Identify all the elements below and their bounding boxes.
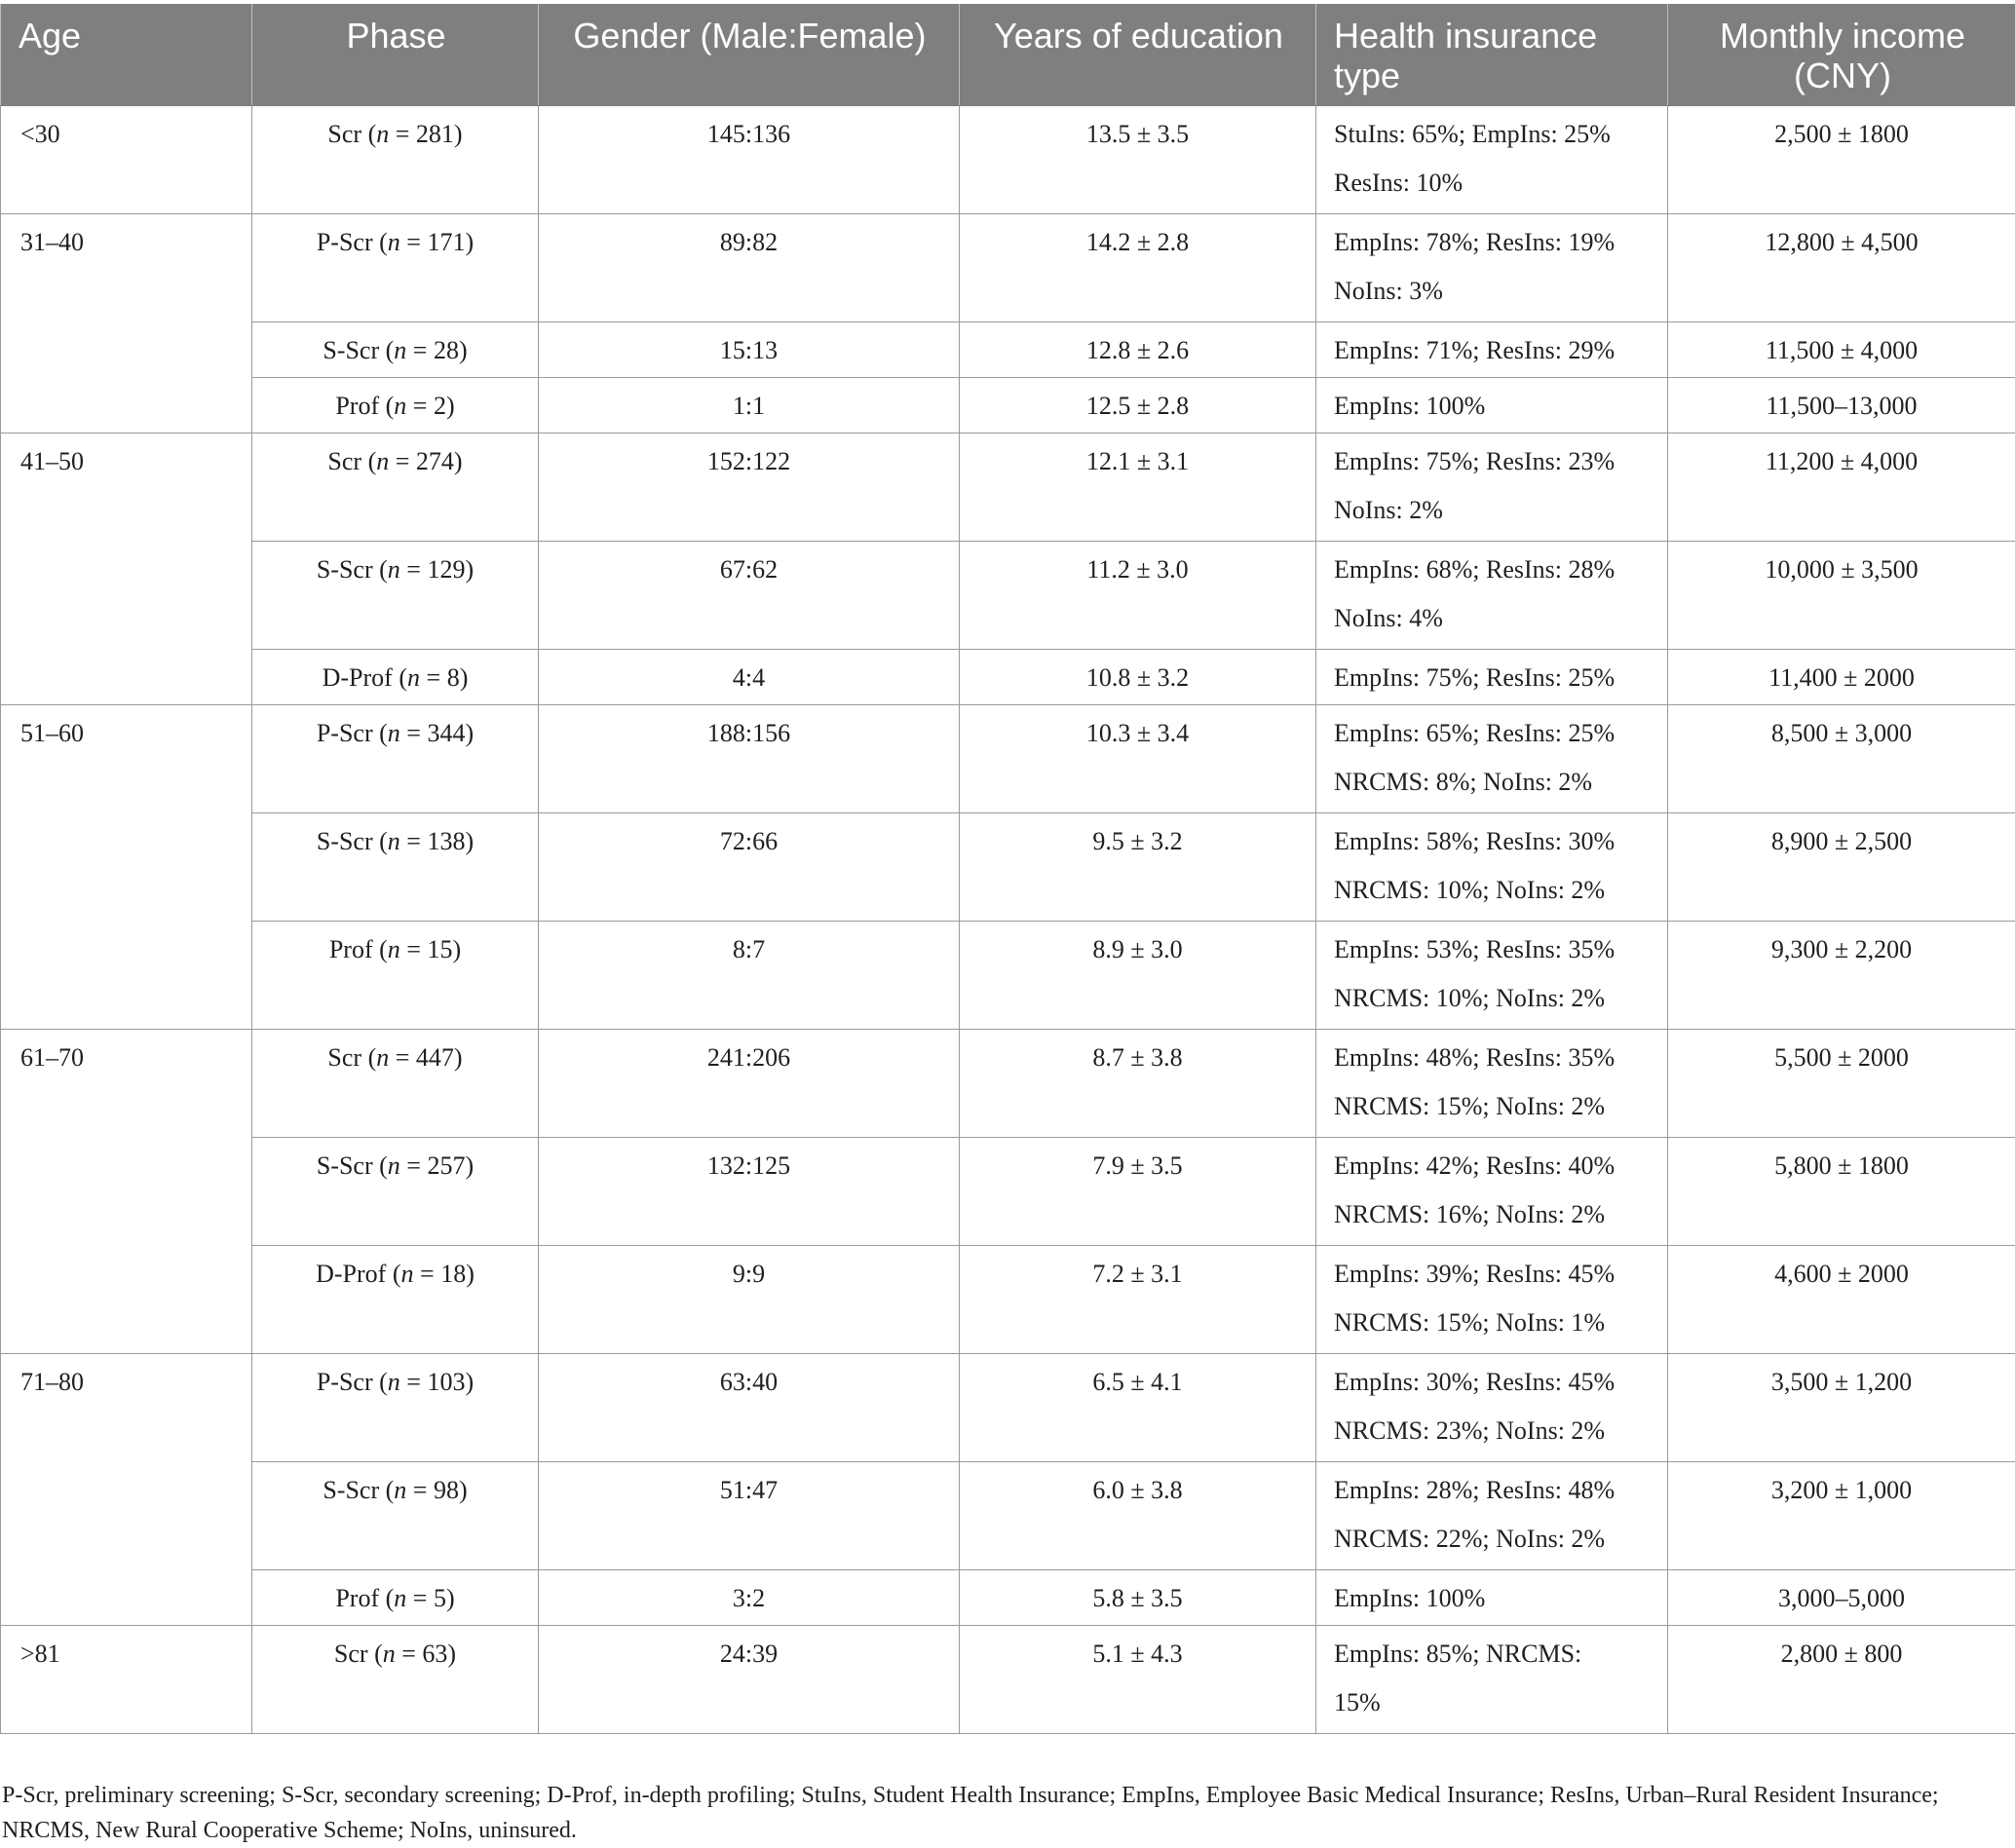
cell-income: 3,200 ± 1,000 xyxy=(1668,1462,2015,1570)
insurance-line: EmpIns: 100% xyxy=(1334,392,1486,420)
cell-education: 12.1 ± 3.1 xyxy=(960,434,1316,542)
cell-insurance xyxy=(1316,1030,1668,1138)
phase-name: S-Scr xyxy=(316,827,373,855)
cell-education: 6.0 ± 3.8 xyxy=(960,1462,1316,1570)
cell-phase: Scr (n = 63) xyxy=(252,1626,539,1734)
insurance-line: EmpIns: 75%; ResIns: 25% xyxy=(1334,663,1616,692)
phase-n: 15 xyxy=(427,935,453,963)
header-income-line: (CNY) xyxy=(1794,56,1891,95)
cell-education: 12.8 ± 2.6 xyxy=(960,322,1316,378)
cell-age: 31–40 xyxy=(1,214,252,434)
phase-n: 257 xyxy=(427,1151,466,1180)
phase-n: 8 xyxy=(446,663,460,692)
insurance-line: EmpIns: 42%; ResIns: 40% xyxy=(1334,1151,1616,1180)
cell-insurance xyxy=(1316,650,1668,705)
table-row xyxy=(1,922,2015,1030)
cell-gender: 24:39 xyxy=(539,1626,960,1734)
header-insurance-line: type xyxy=(1334,56,1401,95)
cell-age: 71–80 xyxy=(1,1354,252,1626)
cell-income: 2,500 ± 1800 xyxy=(1668,106,2015,214)
insurance-line: EmpIns: 58%; ResIns: 30% xyxy=(1334,827,1616,855)
phase-n: 98 xyxy=(433,1476,459,1504)
table-row xyxy=(1,650,2015,705)
phase-name: S-Scr xyxy=(323,1476,380,1504)
cell-education: 14.2 ± 2.8 xyxy=(960,214,1316,322)
insurance-line: EmpIns: 53%; ResIns: 35% xyxy=(1334,935,1616,963)
phase-n: 129 xyxy=(427,555,466,584)
phase-n: 18 xyxy=(440,1260,467,1288)
cell-education: 11.2 ± 3.0 xyxy=(960,542,1316,650)
cell-age: >81 xyxy=(1,1626,252,1734)
cell-gender: 51:47 xyxy=(539,1462,960,1570)
phase-name: Scr xyxy=(327,447,362,475)
phase-n: 344 xyxy=(427,719,466,747)
table-footnote: P-Scr, preliminary screening; S-Scr, secondary screening; D-Prof, in-depth profiling; StuIns, Student Health Insurance; EmpIns, Employee Basic Medical Insurance; ResIns, Urban–Rural Resident Insurance; NRCMS, New Rural Cooperative Scheme; NoIns, uninsured. xyxy=(2,1783,1939,1843)
phase-n: 2 xyxy=(433,392,446,420)
phase-n: 63 xyxy=(422,1640,448,1668)
cell-insurance xyxy=(1316,322,1668,378)
phase-n: 171 xyxy=(427,228,466,256)
cell-insurance xyxy=(1316,813,1668,922)
insurance-line: NoIns: 4% xyxy=(1334,604,1443,632)
cell-income: 2,800 ± 800 xyxy=(1668,1626,2015,1734)
cell-gender: 152:122 xyxy=(539,434,960,542)
insurance-line: NoIns: 2% xyxy=(1334,496,1443,524)
table-row xyxy=(1,1030,2015,1138)
phase-name: D-Prof xyxy=(316,1260,387,1288)
cell-income: 8,500 ± 3,000 xyxy=(1668,705,2015,813)
cell-insurance xyxy=(1316,1462,1668,1570)
cell-insurance xyxy=(1316,1354,1668,1462)
cell-gender: 72:66 xyxy=(539,813,960,922)
cell-insurance xyxy=(1316,378,1668,434)
cell-education: 9.5 ± 3.2 xyxy=(960,813,1316,922)
cell-insurance xyxy=(1316,434,1668,542)
insurance-line: EmpIns: 78%; ResIns: 19% xyxy=(1334,228,1616,256)
insurance-line: ResIns: 10% xyxy=(1334,169,1464,197)
phase-name: P-Scr xyxy=(316,228,373,256)
phase-name: S-Scr xyxy=(323,336,380,364)
cell-education: 12.5 ± 2.8 xyxy=(960,378,1316,434)
cell-income: 9,300 ± 2,200 xyxy=(1668,922,2015,1030)
cell-gender: 241:206 xyxy=(539,1030,960,1138)
table-row xyxy=(1,542,2015,650)
cell-gender: 1:1 xyxy=(539,378,960,434)
cell-insurance xyxy=(1316,1570,1668,1626)
cell-gender: 132:125 xyxy=(539,1138,960,1246)
cell-income: 11,500 ± 4,000 xyxy=(1668,322,2015,378)
header-income xyxy=(1668,4,2015,106)
cell-income: 5,800 ± 1800 xyxy=(1668,1138,2015,1246)
cell-insurance xyxy=(1316,1138,1668,1246)
insurance-line: EmpIns: 85%; NRCMS: xyxy=(1334,1640,1582,1668)
table-row xyxy=(1,434,2015,542)
cell-gender: 63:40 xyxy=(539,1354,960,1462)
cell-income: 3,000–5,000 xyxy=(1668,1570,2015,1626)
cell-education: 7.2 ± 3.1 xyxy=(960,1246,1316,1354)
phase-name: D-Prof xyxy=(322,663,393,692)
insurance-line: StuIns: 65%; EmpIns: 25% xyxy=(1334,120,1611,148)
phase-n: 28 xyxy=(433,336,459,364)
cell-education: 5.1 ± 4.3 xyxy=(960,1626,1316,1734)
phase-name: Prof xyxy=(328,935,373,963)
phase-name: Scr xyxy=(327,120,362,148)
cell-phase: D-Prof (n = 18) xyxy=(252,1246,539,1354)
cell-education: 10.3 ± 3.4 xyxy=(960,705,1316,813)
header-insurance-line: Health insurance xyxy=(1334,16,1598,56)
cell-phase: Prof (n = 5) xyxy=(252,1570,539,1626)
table-row xyxy=(1,813,2015,922)
insurance-line: NRCMS: 10%; NoIns: 2% xyxy=(1334,984,1606,1012)
insurance-line: EmpIns: 48%; ResIns: 35% xyxy=(1334,1043,1616,1072)
cell-income: 8,900 ± 2,500 xyxy=(1668,813,2015,922)
table-row xyxy=(1,378,2015,434)
cell-age: <30 xyxy=(1,106,252,214)
cell-education: 8.7 ± 3.8 xyxy=(960,1030,1316,1138)
insurance-line: NRCMS: 15%; NoIns: 1% xyxy=(1334,1308,1606,1337)
header-insurance xyxy=(1316,4,1668,106)
cell-gender: 15:13 xyxy=(539,322,960,378)
table-row xyxy=(1,1138,2015,1246)
cell-phase: S-Scr (n = 129) xyxy=(252,542,539,650)
cell-education: 5.8 ± 3.5 xyxy=(960,1570,1316,1626)
insurance-line: EmpIns: 65%; ResIns: 25% xyxy=(1334,719,1616,747)
cell-phase: Scr (n = 274) xyxy=(252,434,539,542)
header-education: Years of education xyxy=(960,4,1316,106)
cell-gender: 3:2 xyxy=(539,1570,960,1626)
phase-n: 447 xyxy=(415,1043,454,1072)
insurance-line: EmpIns: 71%; ResIns: 29% xyxy=(1334,336,1616,364)
demographics-table xyxy=(0,4,2015,1734)
insurance-line: EmpIns: 100% xyxy=(1334,1584,1486,1612)
insurance-line: EmpIns: 75%; ResIns: 23% xyxy=(1334,447,1616,475)
phase-name: Prof xyxy=(335,1584,380,1612)
table-row xyxy=(1,705,2015,813)
phase-name: P-Scr xyxy=(316,719,373,747)
cell-insurance xyxy=(1316,1626,1668,1734)
cell-income: 3,500 ± 1,200 xyxy=(1668,1354,2015,1462)
table-row xyxy=(1,1462,2015,1570)
cell-income: 10,000 ± 3,500 xyxy=(1668,542,2015,650)
table-row xyxy=(1,106,2015,214)
cell-phase: S-Scr (n = 98) xyxy=(252,1462,539,1570)
cell-age: 51–60 xyxy=(1,705,252,1030)
cell-phase: P-Scr (n = 171) xyxy=(252,214,539,322)
table-row xyxy=(1,1354,2015,1462)
cell-gender: 8:7 xyxy=(539,922,960,1030)
cell-education: 8.9 ± 3.0 xyxy=(960,922,1316,1030)
table-row xyxy=(1,322,2015,378)
table-row xyxy=(1,1570,2015,1626)
cell-education: 7.9 ± 3.5 xyxy=(960,1138,1316,1246)
header-phase: Phase xyxy=(252,4,539,106)
table-row xyxy=(1,1626,2015,1734)
cell-education: 6.5 ± 4.1 xyxy=(960,1354,1316,1462)
insurance-line: EmpIns: 39%; ResIns: 45% xyxy=(1334,1260,1616,1288)
cell-phase: Prof (n = 2) xyxy=(252,378,539,434)
phase-name: Scr xyxy=(333,1640,368,1668)
cell-gender: 145:136 xyxy=(539,106,960,214)
phase-name: Prof xyxy=(335,392,380,420)
phase-n: 138 xyxy=(427,827,466,855)
cell-insurance xyxy=(1316,542,1668,650)
cell-income: 12,800 ± 4,500 xyxy=(1668,214,2015,322)
cell-insurance xyxy=(1316,1246,1668,1354)
insurance-line: 15% xyxy=(1334,1688,1381,1716)
header-age: Age xyxy=(1,4,252,106)
cell-education: 10.8 ± 3.2 xyxy=(960,650,1316,705)
cell-gender: 89:82 xyxy=(539,214,960,322)
cell-gender: 9:9 xyxy=(539,1246,960,1354)
table-row xyxy=(1,214,2015,322)
cell-insurance xyxy=(1316,106,1668,214)
insurance-line: NRCMS: 10%; NoIns: 2% xyxy=(1334,876,1606,904)
cell-phase: S-Scr (n = 257) xyxy=(252,1138,539,1246)
header-row xyxy=(1,4,2015,106)
insurance-line: EmpIns: 30%; ResIns: 45% xyxy=(1334,1368,1616,1396)
phase-name: S-Scr xyxy=(316,555,373,584)
insurance-line: EmpIns: 68%; ResIns: 28% xyxy=(1334,555,1616,584)
cell-phase: D-Prof (n = 8) xyxy=(252,650,539,705)
phase-n: 274 xyxy=(415,447,454,475)
header-gender: Gender (Male:Female) xyxy=(539,4,960,106)
table-body xyxy=(1,106,2015,1734)
insurance-line: NoIns: 3% xyxy=(1334,277,1443,305)
cell-gender: 188:156 xyxy=(539,705,960,813)
cell-phase: S-Scr (n = 138) xyxy=(252,813,539,922)
cell-gender: 67:62 xyxy=(539,542,960,650)
phase-name: S-Scr xyxy=(316,1151,373,1180)
insurance-line: NRCMS: 8%; NoIns: 2% xyxy=(1334,768,1593,796)
cell-income: 4,600 ± 2000 xyxy=(1668,1246,2015,1354)
table-row xyxy=(1,1246,2015,1354)
cell-education: 13.5 ± 3.5 xyxy=(960,106,1316,214)
cell-phase: P-Scr (n = 103) xyxy=(252,1354,539,1462)
insurance-line: EmpIns: 28%; ResIns: 48% xyxy=(1334,1476,1616,1504)
cell-income: 5,500 ± 2000 xyxy=(1668,1030,2015,1138)
cell-phase: Scr (n = 281) xyxy=(252,106,539,214)
phase-name: P-Scr xyxy=(316,1368,373,1396)
cell-phase: Scr (n = 447) xyxy=(252,1030,539,1138)
insurance-line: NRCMS: 23%; NoIns: 2% xyxy=(1334,1416,1606,1445)
insurance-line: NRCMS: 15%; NoIns: 2% xyxy=(1334,1092,1606,1120)
cell-phase: S-Scr (n = 28) xyxy=(252,322,539,378)
phase-n: 281 xyxy=(415,120,454,148)
cell-phase: Prof (n = 15) xyxy=(252,922,539,1030)
cell-income: 11,200 ± 4,000 xyxy=(1668,434,2015,542)
header-income-line: Monthly income xyxy=(1719,16,1966,56)
insurance-line: NRCMS: 16%; NoIns: 2% xyxy=(1334,1200,1606,1228)
phase-name: Scr xyxy=(327,1043,362,1072)
cell-phase: P-Scr (n = 344) xyxy=(252,705,539,813)
cell-insurance xyxy=(1316,214,1668,322)
cell-income: 11,400 ± 2000 xyxy=(1668,650,2015,705)
insurance-line: NRCMS: 22%; NoIns: 2% xyxy=(1334,1525,1606,1553)
cell-insurance xyxy=(1316,922,1668,1030)
cell-age: 41–50 xyxy=(1,434,252,705)
phase-n: 5 xyxy=(433,1584,446,1612)
cell-gender: 4:4 xyxy=(539,650,960,705)
phase-n: 103 xyxy=(427,1368,466,1396)
cell-age: 61–70 xyxy=(1,1030,252,1354)
cell-insurance xyxy=(1316,705,1668,813)
cell-income: 11,500–13,000 xyxy=(1668,378,2015,434)
